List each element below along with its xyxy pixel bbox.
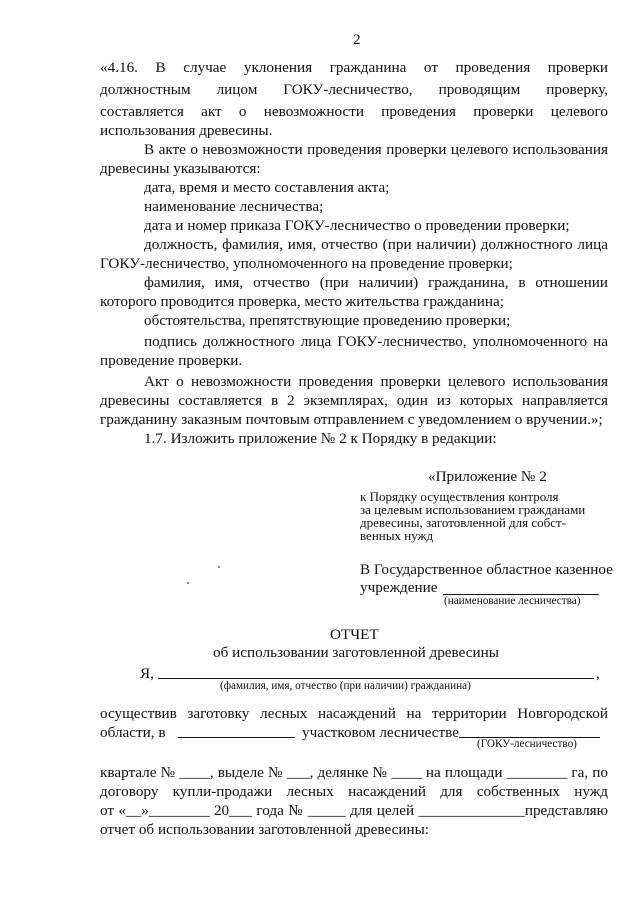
paragraph-act-copies-line-3: гражданину заказным почтовым отправлением с уведомлением о вручении.»; [100,411,603,428]
paragraph-4-16-line-4: использования древесины. [100,122,273,139]
appendix-line: венных нужд [360,528,434,543]
list-item: обстоятельства, препятствующие проведению проверки; [144,312,511,329]
forestry-blank-1 [178,737,295,738]
appendix-line: к Порядку осуществления контроля [360,489,559,504]
report-line-1: осуществив заготовку лесных насаждений на территории Новгородской [100,705,608,722]
full-name-blank [158,678,594,679]
report-i-comma: , [596,665,600,682]
list-item: которого проводится проверка, место жительства гражданина; [100,293,504,310]
report-line-2-start: области, в [100,724,166,741]
list-item: ГОКУ-лесничество, уполномоченного на проведение проверки; [100,255,513,272]
paragraph-4-16-line-2: должностным лицом ГОКУ-лесничество, проводящим проверку, [100,81,608,98]
appendix-title: «Приложение № 2 [428,468,547,485]
report-line-6: отчет об использовании заготовленной древесины: [100,821,430,838]
recipient-line-2: учреждение [360,579,438,596]
paragraph-act-line-1: В акте о невозможности проведения проверки целевого использования [144,141,608,158]
name-caption: (фамилия, имя, отчество (при наличии) гражданина) [220,680,471,692]
report-title: ОТЧЕТ [330,626,379,643]
appendix-line: за целевым использованием гражданами [360,502,586,517]
forestry-caption: (ГОКУ-лесничество) [477,738,577,750]
list-item: должность, фамилия, имя, отчество (при наличии) должностного лица [144,236,608,253]
report-i-label: Я, [140,665,154,682]
report-subtitle: об использовании заготовленной древесины [213,644,499,661]
report-line-3: квартале № ____, выделе № ___, делянке № ____ на площади ________ га, по [100,764,608,781]
scan-speck [187,582,189,584]
list-item: проведение проверки. [100,352,243,369]
paragraph-act-copies-line-1: Акт о невозможности проведения проверки целевого использования [144,373,608,390]
paragraph-4-16-line-1: «4.16. В случае уклонения гражданина от проведения проверки [100,59,608,76]
scan-speck [218,566,220,568]
paragraph-1-7: 1.7. Изложить приложение № 2 к Порядку в редакции: [144,430,497,447]
report-line-5: от «__»________ 20___ года № _____ для целей ______________представляю [100,802,608,819]
list-item: наименование лесничества; [144,198,324,215]
paragraph-act-line-2: древесины указываются: [100,160,261,177]
page-number: 2 [353,31,361,48]
report-line-4: договору купли-продажи лесных насаждений для собственных нужд [100,783,608,800]
recipient-line-1: В Государственное областное казенное [360,561,613,578]
recipient-caption: (наименование лесничества) [444,595,581,607]
paragraph-act-copies-line-2: древесины составляется в 2 экземплярах, один из которых направляется [100,392,608,409]
list-item: фамилия, имя, отчество (при наличии) гражданина, в отношении [144,274,608,291]
appendix-line: древесины, заготовленной для собст- [360,515,567,530]
list-item: дата, время и место составления акта; [144,179,390,196]
report-line-2-mid: участковом лесничестве [302,724,459,741]
list-item: подпись должностного лица ГОКУ-лесничество, уполномоченного на [144,333,608,350]
list-item: дата и номер приказа ГОКУ-лесничество о проведении проверки; [144,217,570,234]
paragraph-4-16-line-3: составляется акт о невозможности проведения проверки целевого [100,103,608,120]
